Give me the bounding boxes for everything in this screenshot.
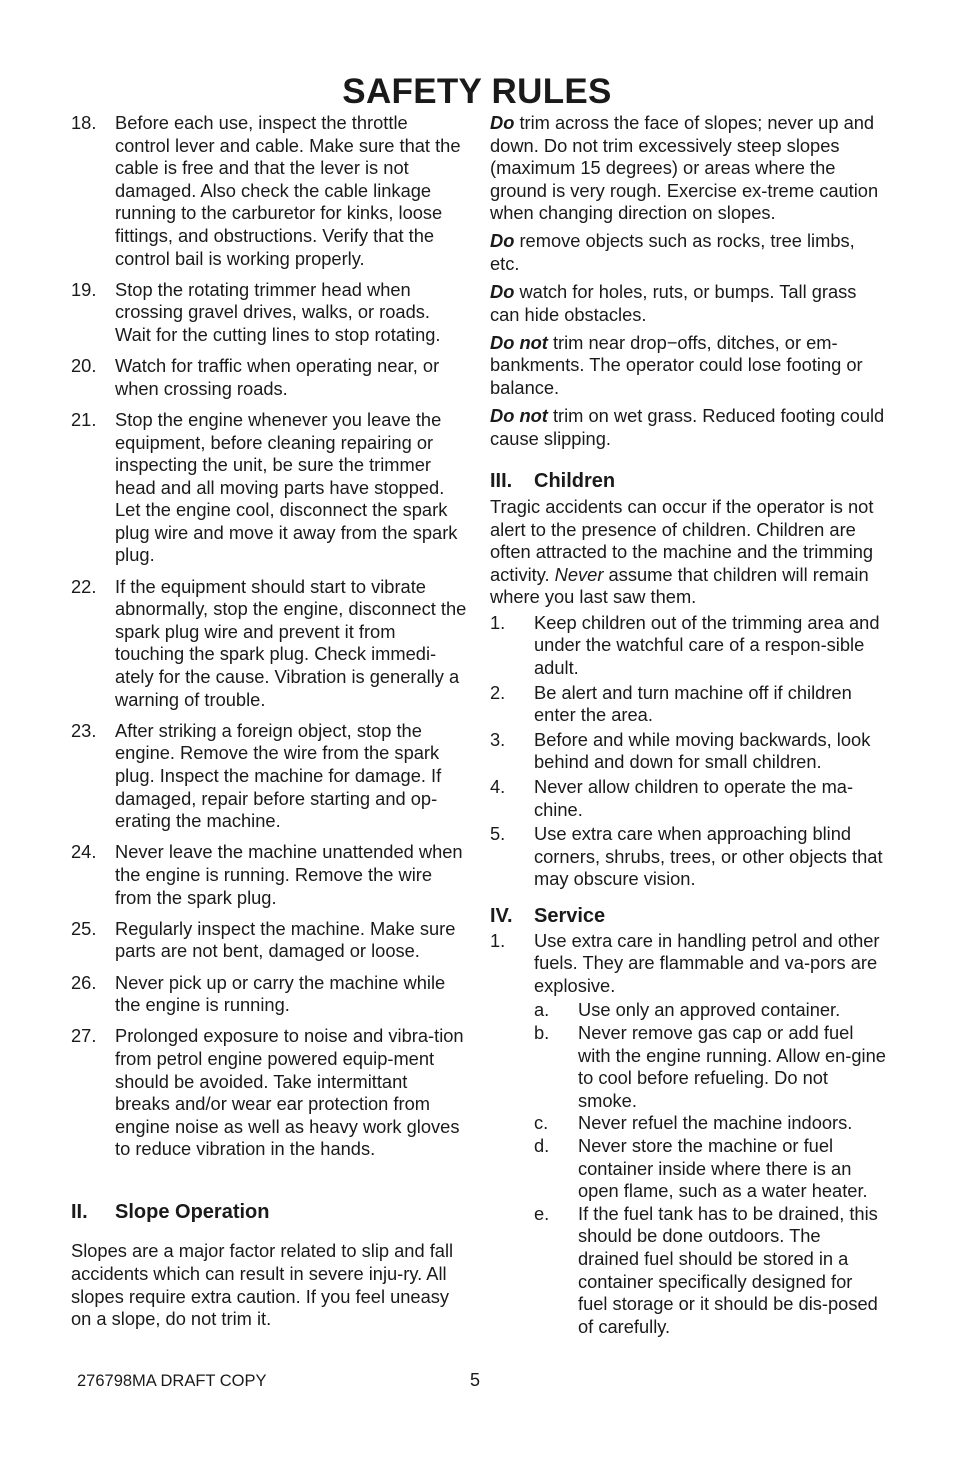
section-number: II. — [71, 1200, 88, 1223]
rule-item-25 — [71, 918, 467, 963]
item-text: Never pick up or carry the machine while the engine is running. — [115, 971, 446, 1016]
slope-rule — [490, 230, 886, 275]
section-number: III. — [490, 470, 513, 493]
item-text: Before each use, inspect the throttle control lever and cable. Make sure that the cable is free and that the lever is not damaged. Also check the cable linkage running to the carburetor for kinks, loose fittings, and obstructions. Verify that the control bail is working properly. — [115, 112, 461, 269]
slope-rule — [490, 281, 886, 326]
item-number: 26. — [71, 971, 97, 993]
subitem-text: If the fuel tank has to be drained, this should be done outdoors. The drained fuel should be stored in a container specifically designed for fuel storage or it should be dis-posed of carefully. — [578, 1202, 878, 1337]
intro-text: assume that children will remain where you last saw them. — [490, 563, 869, 608]
item-number: 24. — [71, 841, 97, 863]
item-text: Use extra care in handling petrol and other fuels. They are flammable and va-pors are explosive. — [534, 929, 880, 996]
subitem-letter: d. — [534, 1134, 550, 1156]
children-item — [490, 729, 886, 774]
document-id: 276798MA DRAFT COPY — [77, 1372, 267, 1390]
item-text: Stop the engine whenever you leave the equipment, before cleaning repairing or inspecting the unit, be sure the trimmer head and all moving parts have stopped. Let the engine cool, disconnect the spark plug wire and move it away from the spark plug. — [115, 408, 458, 566]
item-number: 21. — [71, 408, 97, 430]
intro-emphasis: Never — [554, 563, 604, 585]
subitem-letter: e. — [534, 1202, 550, 1224]
left-column — [71, 112, 467, 1331]
intro-text: Tragic accidents can occur if the operator is not alert to the presence of children. Children are often attracted to the machine and the trimming activity. — [490, 495, 874, 585]
item-text: After striking a foreign object, stop the engine. Remove the wire from the spark plug. Inspect the machine for damage. If damaged, repair before starting and op-erating the machine. — [115, 719, 442, 832]
rule-item-21 — [71, 409, 467, 567]
children-item — [490, 776, 886, 821]
item-number: 23. — [71, 719, 97, 741]
item-text: Stop the rotating trimmer head when crossing gravel drives, walks, or roads. Wait for the cutting lines to stop rotating. — [115, 278, 441, 345]
slope-rule — [490, 405, 886, 450]
item-text: Never allow children to operate the ma-chine. — [534, 776, 854, 820]
rule-item-26 — [71, 972, 467, 1017]
rule-item-23 — [71, 720, 467, 833]
item-number: 22. — [71, 575, 97, 597]
rule-lead: Do — [490, 230, 515, 252]
section-number: IV. — [490, 905, 513, 927]
slope-rule — [490, 332, 886, 400]
children-intro — [490, 496, 886, 609]
subitem-text: Never store the machine or fuel container inside where there is an open flame, such as a water heater. — [578, 1134, 868, 1202]
item-number: 2. — [490, 681, 506, 703]
item-number: 25. — [71, 917, 97, 939]
slope-rule — [490, 112, 886, 225]
rule-lead: Do not — [490, 331, 548, 353]
subitem-text: Use only an approved container. — [578, 999, 841, 1021]
rule-text: watch for holes, ruts, or bumps. Tall grass can hide obstacles. — [490, 281, 857, 325]
rule-item-18 — [71, 112, 467, 270]
rule-lead: Do not — [490, 405, 548, 427]
rule-item-22 — [71, 576, 467, 712]
rule-item-27 — [71, 1025, 467, 1161]
service-subitem — [490, 1203, 886, 1339]
item-number: 3. — [490, 728, 506, 750]
subitem-letter: b. — [534, 1021, 550, 1043]
item-number: 1. — [490, 611, 506, 633]
children-item — [490, 823, 886, 891]
subitem-text: Never remove gas cap or add fuel with the engine running. Allow en-gine to cool before refueling. Do not smoke. — [578, 1021, 886, 1111]
item-text: Use extra care when approaching blind corners, shrubs, trees, or other objects that may obscure vision. — [534, 823, 883, 890]
item-text: If the equipment should start to vibrate abnormally, stop the engine, disconnect the spark plug wire and prevent it from touching the spark plug. Check immedi-ately for the cause. Vibration is generally a warning of trouble. — [115, 575, 467, 710]
item-number: 4. — [490, 776, 506, 798]
service-subitem — [490, 1112, 886, 1135]
rule-text: trim across the face of slopes; never up and down. Do not trim excessively steep slopes (maximum 15 degrees) or areas where the ground is very rough. Exercise ex-treme caution when changing direction on slopes. — [490, 112, 879, 224]
service-subitem — [490, 999, 886, 1022]
item-text: Regularly inspect the machine. Make sure parts are not bent, damaged or loose. — [115, 917, 456, 962]
section-title: Slope Operation — [115, 1200, 270, 1223]
rule-item-20 — [71, 355, 467, 400]
rule-text: remove objects such as rocks, tree limbs, etc. — [490, 230, 855, 275]
rule-text: trim near drop−offs, ditches, or em-bankments. The operator could lose footing or balance. — [490, 331, 863, 399]
item-text: Before and while moving backwards, look behind and down for small children. — [534, 728, 871, 773]
item-text: Never leave the machine unattended when the engine is running. Remove the wire from the spark plug. — [115, 841, 463, 908]
page-title: SAFETY RULES — [342, 72, 612, 111]
item-number: 5. — [490, 823, 506, 845]
section-heading-slope-operation — [71, 1201, 467, 1224]
children-item — [490, 612, 886, 680]
children-item — [490, 682, 886, 727]
section-heading-service — [490, 905, 886, 928]
service-subitem — [490, 1022, 886, 1112]
section-heading-children — [490, 470, 886, 493]
item-text: Prolonged exposure to noise and vibra-tion from petrol engine powered equip-ment should be avoided. Take intermittant breaks and/or wear ear protection from engine noise as well as heavy work gloves to reduce vibration in the hands. — [115, 1025, 464, 1160]
rule-lead: Do — [490, 112, 515, 133]
rule-item-24 — [71, 841, 467, 909]
subitem-text: Never refuel the machine indoors. — [578, 1112, 853, 1134]
slope-intro: Slopes are a major factor related to slip and fall accidents which can result in severe inju-ry. All slopes require extra caution. If you feel uneasy on a slope, do not trim it. — [71, 1240, 454, 1330]
item-text: Keep children out of the trimming area and under the watchful care of a respon-sible adult. — [534, 611, 880, 679]
section-title: Service — [534, 905, 606, 927]
item-number: 19. — [71, 278, 97, 300]
subitem-letter: a. — [534, 999, 550, 1021]
rule-text: trim on wet grass. Reduced footing could cause slipping. — [490, 405, 885, 449]
rule-item-19 — [71, 279, 467, 347]
right-column — [490, 112, 886, 1338]
subitem-letter: c. — [534, 1112, 549, 1134]
item-text: Be alert and turn machine off if children enter the area. — [534, 681, 852, 726]
item-text: Watch for traffic when operating near, or when crossing roads. — [115, 355, 440, 399]
rule-lead: Do — [490, 281, 515, 303]
item-number: 18. — [71, 112, 97, 133]
item-number: 27. — [71, 1025, 97, 1047]
service-item — [490, 930, 886, 998]
item-number: 20. — [71, 355, 97, 377]
service-subitem — [490, 1135, 886, 1203]
page-number: 5 — [470, 1370, 481, 1390]
item-number: 1. — [490, 929, 506, 951]
section-title: Children — [534, 470, 616, 493]
